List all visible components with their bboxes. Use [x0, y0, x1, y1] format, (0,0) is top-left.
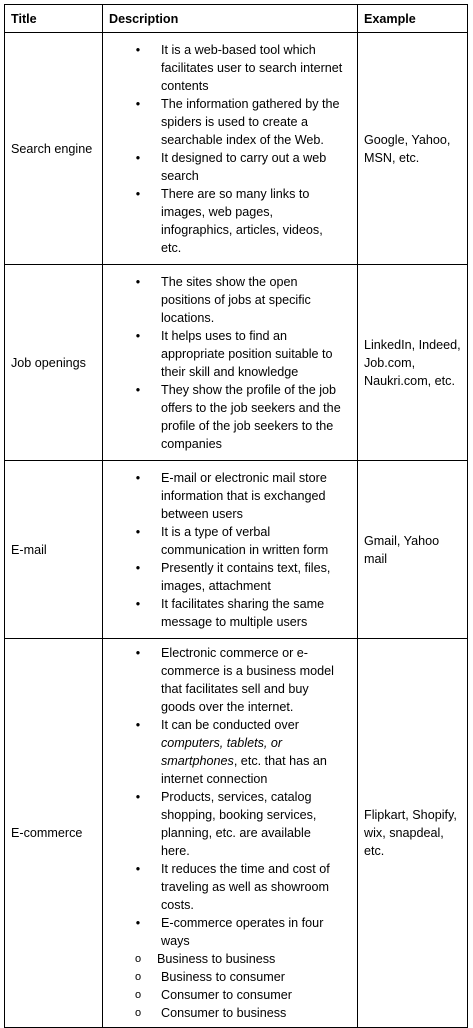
row-title: E-commerce [5, 639, 103, 1028]
list-item: • E-commerce operates in four ways [103, 914, 343, 950]
header-title: Title [5, 5, 103, 33]
bullet-icon: • [135, 790, 141, 804]
list-item: • There are so many links to images, web pages, infographics, articles, videos, etc. [103, 185, 343, 257]
circle-bullet-icon: o [134, 971, 142, 983]
bullet-icon: • [135, 596, 141, 611]
row-example: Flipkart, Shopify, wix, snapdeal, etc. [358, 639, 468, 1028]
list-item: • It facilitates sharing the same message to multiple users [103, 595, 343, 631]
bullet-icon: • [135, 718, 141, 732]
list-item: o Consumer to business [134, 1006, 287, 1020]
row-description [103, 33, 358, 265]
internet-services-table [4, 4, 468, 1028]
description-list [103, 469, 343, 631]
bullet-icon: • [135, 524, 141, 539]
list-item: • It is a web-based tool which facilitates user to search internet contents [103, 41, 343, 95]
list-item: • It helps uses to find an appropriate position suitable to their skill and knowledge [103, 327, 343, 381]
table-row [5, 265, 468, 461]
row-title: E-mail [5, 461, 103, 639]
list-item: • They show the profile of the job offers to the job seekers and the profile of the job seekers to the companies [103, 381, 343, 453]
list-item: o Business to consumer [134, 970, 285, 984]
list-item: • The information gathered by the spiders is used to create a searchable index of the Web. [103, 95, 343, 149]
list-item: • Electronic commerce or e-commerce is a business model that facilitates sell and buy goods over the internet. [103, 644, 343, 716]
circle-bullet-icon: o [134, 953, 142, 965]
table-row [5, 461, 468, 639]
circle-bullet-icon: o [134, 1007, 142, 1019]
list-item: • Products, services, catalog shopping, booking services, planning, etc. are available here. [103, 788, 343, 860]
bullet-icon: • [135, 382, 141, 397]
list-item: • It can be conducted over computers, tablets, or smartphones, etc. that has an internet connection [103, 716, 343, 788]
row-description [103, 461, 358, 639]
bullet-icon: • [135, 274, 141, 289]
row-title: Search engine [5, 33, 103, 265]
list-item: • It designed to carry out a web search [103, 149, 343, 185]
list-item: • E-mail or electronic mail store information that is exchanged between users [103, 469, 343, 523]
list-item: o Business to business [134, 952, 276, 966]
bullet-icon: • [135, 862, 141, 876]
description-list [103, 41, 343, 257]
row-description [103, 265, 358, 461]
bullet-icon: • [135, 96, 141, 111]
bullet-icon: • [135, 150, 141, 165]
list-item: • It is a type of verbal communication in written form [103, 523, 343, 559]
description-list [103, 273, 343, 453]
list-item: • It reduces the time and cost of traveling as well as showroom costs. [103, 860, 343, 914]
row-example: Gmail, Yahoo mail [358, 461, 468, 639]
bullet-icon: • [135, 646, 141, 660]
header-row [5, 5, 468, 33]
bullet-icon: • [135, 916, 141, 930]
bullet-icon: • [135, 328, 141, 343]
bullet-icon: • [135, 42, 141, 57]
bullet-icon: • [135, 186, 141, 201]
header-example: Example [358, 5, 468, 33]
circle-bullet-icon: o [134, 989, 142, 1001]
list-item: o Consumer to consumer [134, 988, 292, 1002]
list-item: • Presently it contains text, files, images, attachment [103, 559, 343, 595]
table-row [5, 33, 468, 265]
content-table-wrapper [4, 4, 468, 1028]
bullet-icon: • [135, 470, 141, 485]
row-example: Google, Yahoo, MSN, etc. [358, 33, 468, 265]
row-title: Job openings [5, 265, 103, 461]
header-description: Description [103, 5, 358, 33]
list-item: • The sites show the open positions of jobs at specific locations. [103, 273, 343, 327]
table-row [5, 639, 468, 1028]
description-list [103, 644, 343, 1022]
row-example: LinkedIn, Indeed, Job.com, Naukri.com, etc. [358, 265, 468, 461]
bullet-icon: • [135, 560, 141, 575]
row-description [103, 639, 358, 1028]
